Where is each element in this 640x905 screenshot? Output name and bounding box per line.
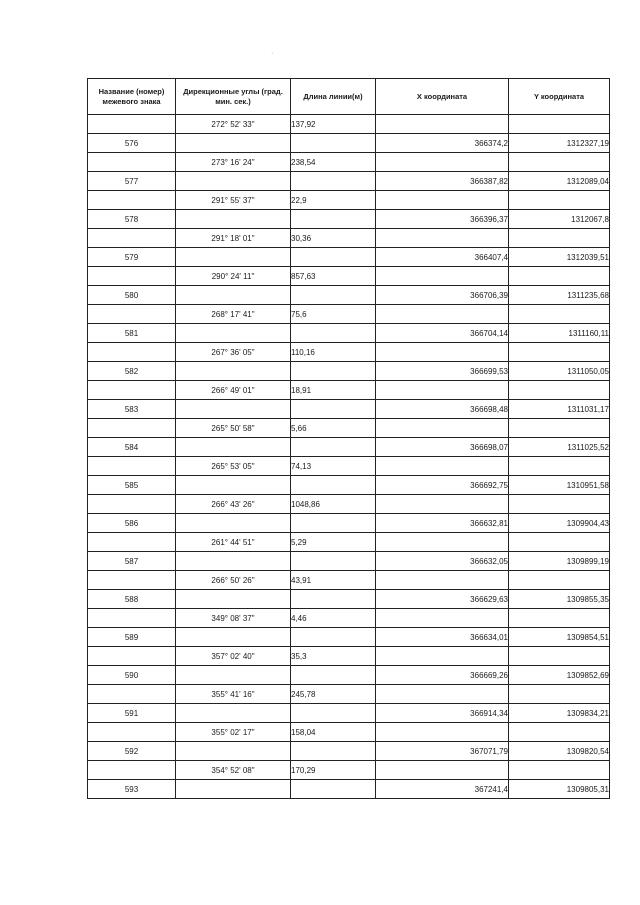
marker-name-cell: 588 — [88, 590, 176, 609]
y-coordinate-cell: 1312039,51 — [509, 248, 610, 267]
header-x-coordinate: X координата — [376, 79, 509, 115]
line-length-cell — [291, 704, 376, 723]
y-coordinate-cell: 1311025,52 — [509, 438, 610, 457]
y-coordinate-cell — [509, 609, 610, 628]
y-coordinate-cell — [509, 191, 610, 210]
y-coordinate-cell: 1309834,21 — [509, 704, 610, 723]
marker-name-cell: 583 — [88, 400, 176, 419]
y-coordinate-cell — [509, 723, 610, 742]
y-coordinate-cell: 1309855,35 — [509, 590, 610, 609]
line-length-cell: 110,16 — [291, 343, 376, 362]
bearing-cell — [176, 704, 291, 723]
header-line-length: Длина линии(м) — [291, 79, 376, 115]
bearing-cell: 265° 53' 05" — [176, 457, 291, 476]
bearing-cell — [176, 210, 291, 229]
marker-name-cell — [88, 191, 176, 210]
table-row — [88, 343, 610, 362]
line-length-cell: 18,91 — [291, 381, 376, 400]
x-coordinate-cell — [376, 533, 509, 552]
line-length-cell: 245,78 — [291, 685, 376, 704]
line-length-cell — [291, 590, 376, 609]
bearing-cell: 354° 52' 08" — [176, 761, 291, 780]
table-row — [88, 685, 610, 704]
y-coordinate-cell: 1311160,11 — [509, 324, 610, 343]
marker-name-cell: 580 — [88, 286, 176, 305]
marker-name-cell: 578 — [88, 210, 176, 229]
line-length-cell: 238,54 — [291, 153, 376, 172]
y-coordinate-cell: 1311031,17 — [509, 400, 610, 419]
y-coordinate-cell — [509, 115, 610, 134]
x-coordinate-cell: 366698,48 — [376, 400, 509, 419]
table-row — [88, 115, 610, 134]
marker-name-cell: 593 — [88, 780, 176, 799]
line-length-cell — [291, 780, 376, 799]
header-marker-name: Название (номер) межевого знака — [88, 79, 176, 115]
x-coordinate-cell: 366374,2 — [376, 134, 509, 153]
table-row — [88, 533, 610, 552]
x-coordinate-cell: 366634,01 — [376, 628, 509, 647]
marker-name-cell: 590 — [88, 666, 176, 685]
table-row — [88, 153, 610, 172]
line-length-cell: 857,63 — [291, 267, 376, 286]
bearing-cell — [176, 362, 291, 381]
table-row — [88, 400, 610, 419]
y-coordinate-cell: 1309852,69 — [509, 666, 610, 685]
table-row — [88, 305, 610, 324]
line-length-cell — [291, 514, 376, 533]
bearing-cell: 272° 52' 33" — [176, 115, 291, 134]
line-length-cell: 43,91 — [291, 571, 376, 590]
y-coordinate-cell — [509, 457, 610, 476]
x-coordinate-cell: 366699,53 — [376, 362, 509, 381]
x-coordinate-cell: 366669,26 — [376, 666, 509, 685]
bearing-cell — [176, 286, 291, 305]
x-coordinate-cell — [376, 153, 509, 172]
line-length-cell — [291, 248, 376, 267]
marker-name-cell — [88, 115, 176, 134]
y-coordinate-cell: 1311235,68 — [509, 286, 610, 305]
table-row — [88, 172, 610, 191]
table-row — [88, 495, 610, 514]
bearing-cell: 291° 55' 37" — [176, 191, 291, 210]
bearing-cell — [176, 476, 291, 495]
table-row — [88, 476, 610, 495]
y-coordinate-cell: 1312067,8 — [509, 210, 610, 229]
y-coordinate-cell: 1309854,51 — [509, 628, 610, 647]
bearing-cell — [176, 552, 291, 571]
y-coordinate-cell — [509, 495, 610, 514]
bearing-cell: 268° 17' 41" — [176, 305, 291, 324]
y-coordinate-cell — [509, 761, 610, 780]
y-coordinate-cell — [509, 153, 610, 172]
marker-name-cell: 586 — [88, 514, 176, 533]
x-coordinate-cell: 366396,37 — [376, 210, 509, 229]
line-length-cell — [291, 666, 376, 685]
bearing-cell — [176, 248, 291, 267]
page-mark: · — [271, 50, 274, 57]
marker-name-cell — [88, 609, 176, 628]
x-coordinate-cell — [376, 723, 509, 742]
bearing-cell: 355° 02' 17" — [176, 723, 291, 742]
table-row — [88, 210, 610, 229]
y-coordinate-cell: 1309805,31 — [509, 780, 610, 799]
x-coordinate-cell: 366914,34 — [376, 704, 509, 723]
marker-name-cell — [88, 381, 176, 400]
marker-name-cell — [88, 229, 176, 248]
marker-name-cell — [88, 571, 176, 590]
line-length-cell: 5,66 — [291, 419, 376, 438]
table-row — [88, 438, 610, 457]
table-row — [88, 704, 610, 723]
x-coordinate-cell — [376, 457, 509, 476]
table-row — [88, 229, 610, 248]
y-coordinate-cell — [509, 685, 610, 704]
bearing-cell: 266° 50' 26" — [176, 571, 291, 590]
line-length-cell — [291, 324, 376, 343]
x-coordinate-cell — [376, 571, 509, 590]
y-coordinate-cell — [509, 343, 610, 362]
marker-name-cell — [88, 267, 176, 286]
marker-name-cell — [88, 153, 176, 172]
y-coordinate-cell — [509, 229, 610, 248]
y-coordinate-cell: 1312089,04 — [509, 172, 610, 191]
bearing-cell — [176, 628, 291, 647]
table-row — [88, 571, 610, 590]
y-coordinate-cell — [509, 305, 610, 324]
marker-name-cell — [88, 419, 176, 438]
marker-name-cell — [88, 723, 176, 742]
marker-name-cell: 589 — [88, 628, 176, 647]
line-length-cell — [291, 210, 376, 229]
line-length-cell: 30,36 — [291, 229, 376, 248]
line-length-cell — [291, 362, 376, 381]
y-coordinate-cell: 1309820,54 — [509, 742, 610, 761]
line-length-cell: 158,04 — [291, 723, 376, 742]
marker-name-cell — [88, 647, 176, 666]
x-coordinate-cell: 366632,05 — [376, 552, 509, 571]
line-length-cell — [291, 628, 376, 647]
table-row — [88, 761, 610, 780]
line-length-cell: 137,92 — [291, 115, 376, 134]
line-length-cell: 22,9 — [291, 191, 376, 210]
bearing-cell: 291° 18' 01" — [176, 229, 291, 248]
table-row — [88, 191, 610, 210]
line-length-cell — [291, 552, 376, 571]
y-coordinate-cell: 1311050,05 — [509, 362, 610, 381]
y-coordinate-cell — [509, 571, 610, 590]
marker-name-cell — [88, 343, 176, 362]
marker-name-cell: 577 — [88, 172, 176, 191]
marker-name-cell — [88, 685, 176, 704]
line-length-cell — [291, 172, 376, 191]
table-row — [88, 362, 610, 381]
bearing-cell: 266° 49' 01" — [176, 381, 291, 400]
table-row — [88, 134, 610, 153]
x-coordinate-cell — [376, 761, 509, 780]
x-coordinate-cell: 367071,79 — [376, 742, 509, 761]
bearing-cell: 357° 02' 40" — [176, 647, 291, 666]
table-row — [88, 286, 610, 305]
y-coordinate-cell — [509, 533, 610, 552]
marker-name-cell — [88, 533, 176, 552]
table-row — [88, 419, 610, 438]
x-coordinate-cell: 366704,14 — [376, 324, 509, 343]
table-row — [88, 742, 610, 761]
line-length-cell: 4,46 — [291, 609, 376, 628]
y-coordinate-cell — [509, 419, 610, 438]
line-length-cell: 74,13 — [291, 457, 376, 476]
bearing-cell — [176, 172, 291, 191]
bearing-cell — [176, 400, 291, 419]
bearing-cell: 267° 36' 05" — [176, 343, 291, 362]
marker-name-cell: 582 — [88, 362, 176, 381]
bearing-cell — [176, 780, 291, 799]
bearing-cell — [176, 742, 291, 761]
bearing-cell — [176, 590, 291, 609]
bearing-cell — [176, 324, 291, 343]
line-length-cell — [291, 134, 376, 153]
table-row — [88, 552, 610, 571]
marker-name-cell — [88, 495, 176, 514]
x-coordinate-cell: 367241,4 — [376, 780, 509, 799]
marker-name-cell: 592 — [88, 742, 176, 761]
x-coordinate-cell — [376, 115, 509, 134]
marker-name-cell — [88, 761, 176, 780]
marker-name-cell — [88, 457, 176, 476]
table-row — [88, 723, 610, 742]
line-length-cell — [291, 476, 376, 495]
x-coordinate-cell — [376, 191, 509, 210]
boundary-coordinates-table — [87, 78, 610, 799]
bearing-cell — [176, 134, 291, 153]
marker-name-cell: 587 — [88, 552, 176, 571]
table-row — [88, 628, 610, 647]
bearing-cell: 355° 41' 16" — [176, 685, 291, 704]
y-coordinate-cell: 1309904,43 — [509, 514, 610, 533]
x-coordinate-cell — [376, 343, 509, 362]
bearing-cell: 273° 16' 24" — [176, 153, 291, 172]
line-length-cell: 1048,86 — [291, 495, 376, 514]
table-row — [88, 248, 610, 267]
table-row — [88, 609, 610, 628]
marker-name-cell — [88, 305, 176, 324]
x-coordinate-cell — [376, 609, 509, 628]
x-coordinate-cell: 366632,81 — [376, 514, 509, 533]
table-row — [88, 647, 610, 666]
y-coordinate-cell — [509, 267, 610, 286]
line-length-cell: 75,6 — [291, 305, 376, 324]
x-coordinate-cell: 366692,75 — [376, 476, 509, 495]
x-coordinate-cell — [376, 685, 509, 704]
line-length-cell — [291, 400, 376, 419]
x-coordinate-cell — [376, 305, 509, 324]
marker-name-cell: 584 — [88, 438, 176, 457]
bearing-cell — [176, 666, 291, 685]
x-coordinate-cell — [376, 381, 509, 400]
bearing-cell: 265° 50' 58" — [176, 419, 291, 438]
x-coordinate-cell — [376, 647, 509, 666]
table-row — [88, 590, 610, 609]
table-row — [88, 381, 610, 400]
y-coordinate-cell: 1309899,19 — [509, 552, 610, 571]
y-coordinate-cell: 1312327,19 — [509, 134, 610, 153]
header-y-coordinate: Y координата — [509, 79, 610, 115]
x-coordinate-cell: 366387,82 — [376, 172, 509, 191]
table-row — [88, 324, 610, 343]
table-row — [88, 514, 610, 533]
x-coordinate-cell — [376, 419, 509, 438]
y-coordinate-cell — [509, 381, 610, 400]
bearing-cell: 290° 24' 11" — [176, 267, 291, 286]
x-coordinate-cell: 366698,07 — [376, 438, 509, 457]
table-row — [88, 267, 610, 286]
bearing-cell — [176, 438, 291, 457]
line-length-cell: 35,3 — [291, 647, 376, 666]
marker-name-cell: 576 — [88, 134, 176, 153]
line-length-cell — [291, 438, 376, 457]
x-coordinate-cell: 366407,4 — [376, 248, 509, 267]
line-length-cell: 5,29 — [291, 533, 376, 552]
bearing-cell: 349° 08' 37" — [176, 609, 291, 628]
x-coordinate-cell: 366706,39 — [376, 286, 509, 305]
header-bearing: Дирекционные углы (град. мин. сек.) — [176, 79, 291, 115]
line-length-cell — [291, 286, 376, 305]
y-coordinate-cell — [509, 647, 610, 666]
line-length-cell — [291, 742, 376, 761]
x-coordinate-cell: 366629,63 — [376, 590, 509, 609]
bearing-cell: 261° 44' 51" — [176, 533, 291, 552]
y-coordinate-cell: 1310951,58 — [509, 476, 610, 495]
bearing-cell — [176, 514, 291, 533]
x-coordinate-cell — [376, 495, 509, 514]
table-row — [88, 457, 610, 476]
marker-name-cell: 591 — [88, 704, 176, 723]
marker-name-cell: 581 — [88, 324, 176, 343]
table-header-row — [88, 79, 610, 115]
x-coordinate-cell — [376, 229, 509, 248]
x-coordinate-cell — [376, 267, 509, 286]
line-length-cell: 170,29 — [291, 761, 376, 780]
marker-name-cell: 585 — [88, 476, 176, 495]
table-row — [88, 666, 610, 685]
bearing-cell: 266° 43' 26" — [176, 495, 291, 514]
table-row — [88, 780, 610, 799]
marker-name-cell: 579 — [88, 248, 176, 267]
